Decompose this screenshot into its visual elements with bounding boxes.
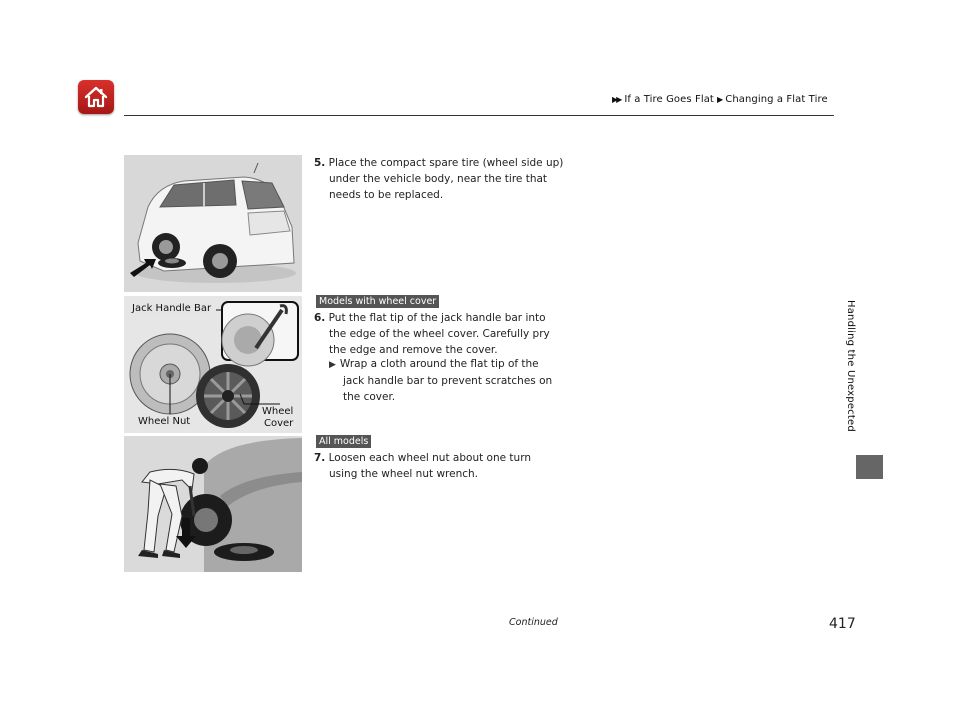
step-6-number: 6. — [314, 312, 326, 324]
step-6-text-1: Put the flat tip of the jack handle bar into — [328, 312, 546, 324]
step-5-number: 5. — [314, 157, 326, 169]
step-6-text-2: the edge of the wheel cover. Carefully pry — [329, 328, 550, 340]
step-6-note — [329, 356, 559, 405]
breadcrumb-item-tire-flat[interactable]: If a Tire Goes Flat — [624, 94, 714, 105]
step-7 — [314, 450, 564, 482]
step-7-number: 7. — [314, 452, 326, 464]
header-rule — [124, 115, 834, 116]
section-title-text: Handling the Unexpected — [845, 300, 856, 432]
page-number: 417 — [829, 616, 856, 632]
label-wheel-nut: Wheel Nut — [138, 416, 191, 427]
step-7-text-1: Loosen each wheel nut about one turn — [328, 452, 531, 464]
step-6-note-1: Wrap a cloth around the flat tip of the — [339, 358, 539, 370]
step-6-text-3: the edge and remove the cover. — [329, 344, 498, 356]
figure-loosen-wheel-nuts — [124, 436, 302, 572]
step-7-text-2: using the wheel nut wrench. — [329, 468, 479, 480]
continued-label: Continued — [509, 617, 558, 628]
step-5 — [314, 155, 564, 203]
step-6-note-3: the cover. — [343, 391, 396, 403]
home-button[interactable] — [78, 80, 114, 114]
section-tab-marker — [856, 455, 883, 479]
step-6 — [314, 310, 564, 358]
breadcrumb-item-changing-tire: Changing a Flat Tire — [725, 94, 828, 105]
label-wheel-cover-line2: Cover — [264, 418, 294, 429]
arrow-icon: ▶ — [716, 95, 724, 104]
home-icon — [83, 84, 109, 110]
label-jack-handle-bar: Jack Handle Bar — [132, 303, 212, 314]
arrow-icon: ▶ — [329, 360, 336, 370]
double-arrow-icon: ▶▶ — [612, 95, 621, 104]
step-5-text-3: needs to be replaced. — [329, 189, 444, 201]
step-5-text-1: Place the compact spare tire (wheel side up) — [328, 157, 564, 169]
breadcrumb — [612, 94, 828, 105]
figure-spare-tire-placement — [124, 155, 302, 292]
label-wheel-cover-line1: Wheel — [262, 406, 294, 417]
badge-all-models: All models — [316, 435, 371, 448]
figure-wheel-cover-removal — [124, 296, 302, 433]
badge-models-with-wheel-cover: Models with wheel cover — [316, 295, 439, 308]
step-6-note-2: jack handle bar to prevent scratches on — [343, 375, 553, 387]
section-side-title — [846, 300, 866, 460]
step-5-text-2: under the vehicle body, near the tire that — [329, 173, 548, 185]
